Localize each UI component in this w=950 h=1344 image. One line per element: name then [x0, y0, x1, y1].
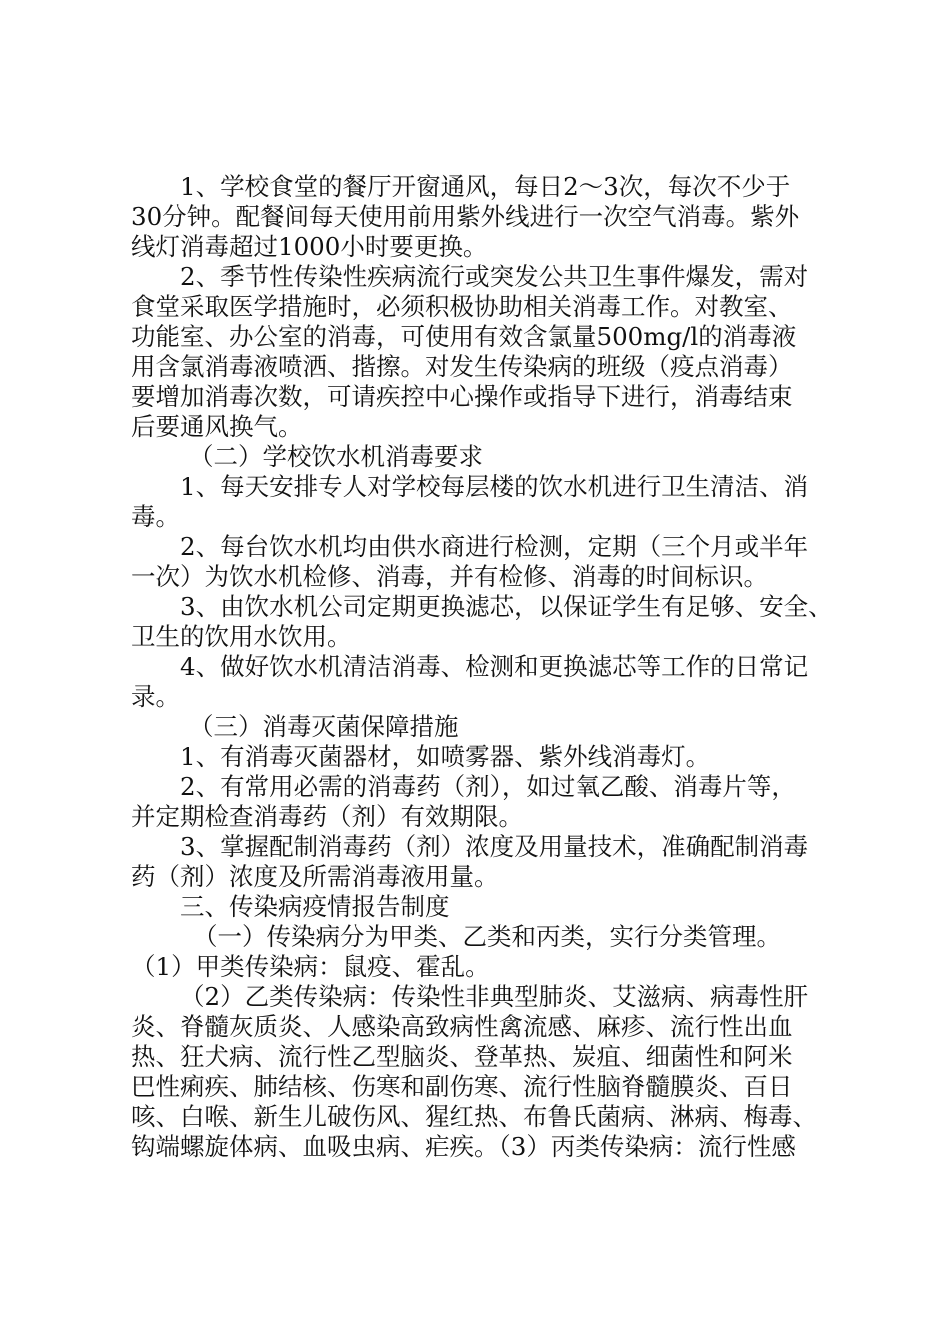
paragraph-line: 并定期检查消毒药（剂）有效期限。	[131, 802, 523, 831]
paragraph-line: （2）乙类传染病：传染性非典型肺炎、艾滋病、病毒性肝	[180, 982, 809, 1011]
document-body	[131, 172, 831, 1162]
paragraph-line: 1、每天安排专人对学校每层楼的饮水机进行卫生清洁、消	[180, 472, 809, 501]
paragraph-line: 2、季节性传染性疾病流行或突发公共卫生事件爆发，需对	[180, 262, 809, 291]
paragraph-line: 热、狂犬病、流行性乙型脑炎、登革热、炭疽、细菌性和阿米	[131, 1042, 793, 1071]
paragraph-line: 3、掌握配制消毒药（剂）浓度及用量技术，准确配制消毒	[180, 832, 809, 861]
paragraph-line: 毒。	[131, 502, 180, 531]
paragraph-line: 食堂采取医学措施时，必须积极协助相关消毒工作。对教室、	[131, 292, 793, 321]
section-heading: （三）消毒灭菌保障措施	[189, 712, 459, 741]
paragraph-line: 用含氯消毒液喷洒、揩擦。对发生传染病的班级（疫点消毒）	[131, 352, 793, 381]
paragraph-line: 1、有消毒灭菌器材，如喷雾器、紫外线消毒灯。	[180, 742, 711, 771]
paragraph-line: （一）传染病分为甲类、乙类和丙类，实行分类管理。	[193, 922, 781, 951]
paragraph-line: 咳、白喉、新生儿破伤风、猩红热、布鲁氏菌病、淋病、梅毒、	[131, 1102, 817, 1131]
paragraph-line: 3、由饮水机公司定期更换滤芯，以保证学生有足够、安全、	[180, 592, 833, 621]
paragraph-line: 巴性痢疾、肺结核、伤寒和副伤寒、流行性脑脊髓膜炎、百日	[131, 1072, 793, 1101]
paragraph-line: 钩端螺旋体病、血吸虫病、疟疾。（3）丙类传染病：流行性感	[131, 1132, 796, 1161]
section-heading: 三、传染病疫情报告制度	[180, 892, 450, 921]
paragraph-line: 一次）为饮水机检修、消毒，并有检修、消毒的时间标识。	[131, 562, 768, 591]
paragraph-line: （1）甲类传染病：鼠疫、霍乱。	[131, 952, 490, 981]
paragraph-line: 4、做好饮水机清洁消毒、检测和更换滤芯等工作的日常记	[180, 652, 809, 681]
paragraph-line: 1、学校食堂的餐厅开窗通风，每日2～3次，每次不少于	[180, 172, 791, 201]
paragraph-line: 要增加消毒次数，可请疾控中心操作或指导下进行，消毒结束	[131, 382, 793, 411]
paragraph-line: 2、每台饮水机均由供水商进行检测，定期（三个月或半年	[180, 532, 809, 561]
paragraph-line: 药（剂）浓度及所需消毒液用量。	[131, 862, 499, 891]
paragraph-line: 录。	[131, 682, 180, 711]
paragraph-line: 炎、脊髓灰质炎、人感染高致病性禽流感、麻疹、流行性出血	[131, 1012, 793, 1041]
paragraph-line: 30分钟。配餐间每天使用前用紫外线进行一次空气消毒。紫外	[131, 202, 800, 231]
paragraph-line: 后要通风换气。	[131, 412, 303, 441]
section-heading: （二）学校饮水机消毒要求	[189, 442, 483, 471]
paragraph-line: 卫生的饮用水饮用。	[131, 622, 352, 651]
paragraph-line: 功能室、办公室的消毒，可使用有效含氯量500mg/l的消毒液	[131, 322, 797, 351]
paragraph-line: 线灯消毒超过1000小时要更换。	[131, 232, 488, 261]
paragraph-line: 2、有常用必需的消毒药（剂），如过氧乙酸、消毒片等，	[180, 772, 796, 801]
